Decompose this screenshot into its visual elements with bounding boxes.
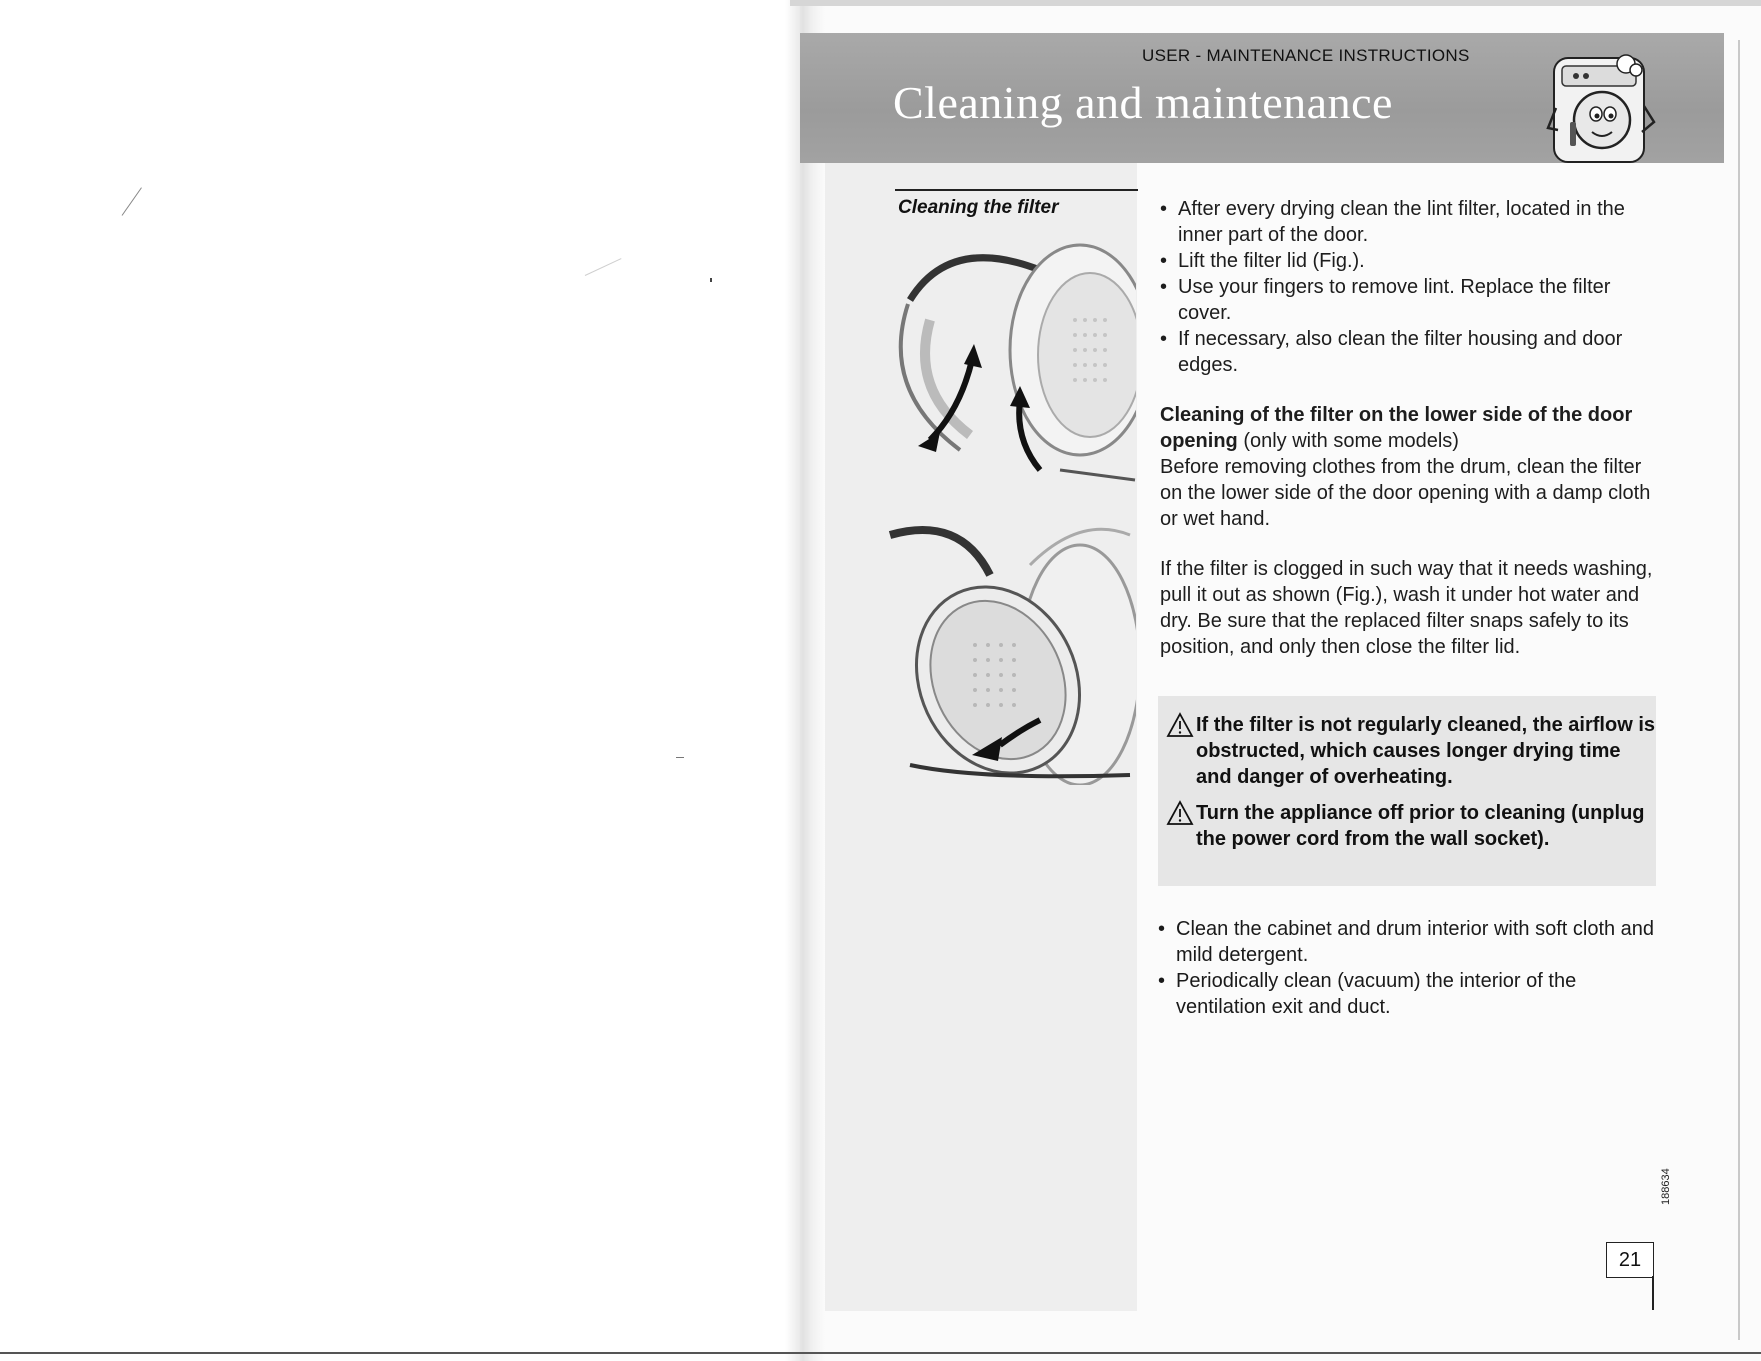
page-bottom-edge [0, 1352, 1761, 1354]
lower-filter-paragraph [1160, 402, 1660, 532]
heading-rule [895, 189, 1138, 191]
page-title: Cleaning and maintenance [893, 77, 1393, 128]
list-item: • After every drying clean the lint filter, located in the inner part of the door. [1160, 198, 1625, 246]
filter-bullet-list [1160, 196, 1660, 378]
section-label: USER - MAINTENANCE INSTRUCTIONS [1142, 46, 1470, 65]
lower-filter-text: Before removing clothes from the drum, clean the filter on the lower side of the door opening with a damp cloth or wet hand. [1160, 456, 1651, 530]
lower-filter-note: (only with some models) [1243, 430, 1459, 452]
page-number-tick [1652, 1276, 1654, 1310]
warning-item: If the filter is not regularly cleaned, the airflow is obstructed, which causes longer drying time and danger of overheating. [1166, 712, 1656, 790]
list-item: • Use your fingers to remove lint. Replace the filter cover. [1160, 276, 1611, 324]
pencil-mark [122, 187, 142, 215]
page-right-edge [1738, 40, 1740, 1340]
list-item: • Lift the filter lid (Fig.). [1160, 250, 1365, 272]
left-blank-page [0, 0, 800, 1361]
list-item: • Periodically clean (vacuum) the interior of the ventilation exit and duct. [1158, 970, 1577, 1018]
page-number: 21 [1606, 1242, 1654, 1278]
warning-item: Turn the appliance off prior to cleaning (unplug the power cord from the wall socket). [1166, 800, 1656, 852]
pencil-mark [710, 278, 712, 282]
main-text [1160, 196, 1660, 660]
cabinet-bullet-list [1158, 916, 1658, 1020]
dryer-mascot-icon [1546, 48, 1656, 168]
document-code: 188634 [1660, 1168, 1672, 1205]
figure-remove-filter [880, 515, 1136, 785]
list-item: • If necessary, also clean the filter housing and door edges. [1160, 328, 1623, 376]
lower-filter-heading: Cleaning of the filter on the lower side of the door opening [1160, 404, 1633, 452]
warning-triangle-icon [1166, 712, 1194, 738]
warning-triangle-icon [1166, 800, 1194, 826]
clogged-filter-paragraph: If the filter is clogged in such way that it needs washing, pull it out as shown (Fig.), wash it under hot water and dry. Be sure that the replaced filter snaps safely to its position, and only then close the filter lid. [1160, 558, 1653, 658]
spine-shadow [785, 0, 825, 1361]
figure-lift-filter-lid [890, 240, 1136, 490]
pencil-mark [585, 258, 622, 276]
page-top-edge [790, 0, 1761, 6]
sidebar-heading: Cleaning the filter [898, 197, 1059, 218]
pencil-mark [676, 757, 684, 758]
list-item: • Clean the cabinet and drum interior with soft cloth and mild detergent. [1158, 918, 1655, 966]
